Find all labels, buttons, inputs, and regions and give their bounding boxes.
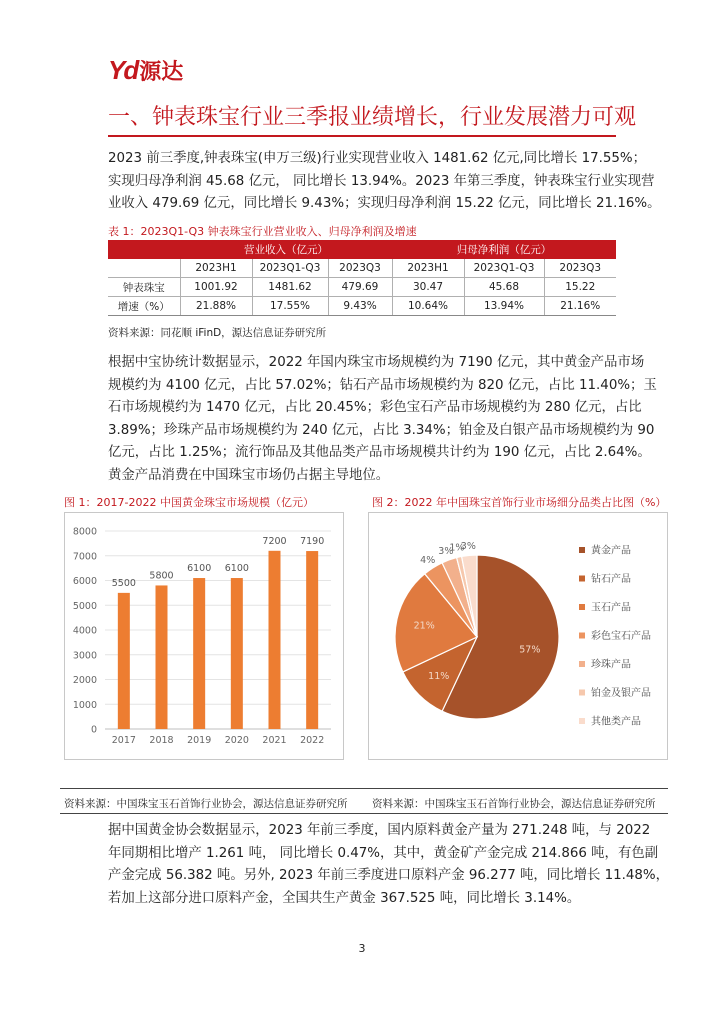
bar-value-label: 7190 [300, 536, 325, 548]
table-subheader-empty [108, 259, 180, 278]
bar-value-label: 5800 [149, 570, 174, 582]
x-tick-label: 2021 [262, 735, 287, 746]
bar-chart [65, 513, 343, 759]
paragraph-line: 亿元，占比 1.25%；流行饰品及其他品类产品市场规模共计约为 190 亿元，占比 2.64%。 [108, 445, 651, 461]
bar-value-label: 5500 [111, 577, 136, 589]
y-tick-label: 2000 [72, 675, 97, 686]
pie-data-label: 21% [413, 620, 435, 632]
y-tick-label: 4000 [72, 625, 97, 637]
title-underline [108, 135, 616, 137]
table-subheader-row [108, 259, 616, 278]
table-row [108, 278, 616, 297]
bar-value-label: 6100 [187, 563, 212, 575]
paragraph-line: 据中国黄金协会数据显示，2023 年前三季度，国内原料黄金产量为 271.248 吨，与 2022 [108, 823, 651, 838]
paragraph-line: 根据中宝协统计数据显示，2022 年国内珠宝市场规模约为 7190 亿元，其中黄金产品市场 [108, 355, 645, 370]
paragraph-line: 年同期相比增产 1.261 吨， 同比增长 0.47%，其中，黄金矿产金完成 214.866 吨，有色副 [108, 845, 659, 861]
y-tick-label: 5000 [72, 600, 97, 612]
bar [306, 551, 318, 729]
page-number: 3 [358, 942, 366, 955]
figure1-frame [64, 512, 344, 760]
paragraph-line: 产金完成 56.382 吨。另外, 2023 年前三季度进口原料产金 96.277 吨，同比增长 11.48%， [108, 868, 670, 884]
table-cell: 479.69 [328, 278, 392, 297]
x-tick-label: 2022 [300, 735, 325, 746]
figure1-source: 资料来源：中国珠宝玉石首饰行业协会，源达信息证券研究所 [64, 798, 348, 810]
figure1-title: 图 1：2017-2022 中国黄金珠宝市场规模（亿元） [64, 496, 314, 509]
legend-swatch [579, 690, 585, 696]
table-cell: 10.64% [392, 297, 464, 316]
legend-label: 铂金及银产品 [591, 688, 651, 699]
paragraph-line: 业收入 479.69 亿元，同比增长 9.43%；实现归母净利润 15.22 亿元，同比增长 21.16%。 [108, 196, 661, 212]
pie-data-label: 4% [420, 554, 436, 566]
bar [118, 593, 130, 729]
bar [193, 578, 205, 729]
paragraph-line: 实现归母净利润 45.68 亿元， 同比增长 13.94%。2023 年第三季度，钟表珠宝行业实现营 [108, 173, 655, 189]
pie-chart [369, 513, 667, 759]
bar-value-label: 6100 [224, 563, 249, 575]
pie-data-label: 1% [449, 542, 465, 554]
legend-swatch [579, 547, 585, 553]
table-subheader: 2023H1 [392, 259, 464, 278]
figure2-title: 图 2：2022 年中国珠宝首饰行业市场细分品类占比图（%） [372, 496, 667, 509]
legend-swatch [579, 604, 585, 610]
logo-mark: Yd [108, 54, 138, 85]
figure2-source: 资料来源：中国珠宝玉石首饰行业协会，源达信息证券研究所 [372, 798, 656, 810]
bar-value-label: 7200 [262, 535, 287, 547]
bar [156, 585, 168, 729]
table-cell: 1001.92 [180, 278, 252, 297]
table-cell: 1481.62 [252, 278, 328, 297]
legend-label: 其他类产品 [591, 716, 641, 728]
pie-data-label: 57% [519, 644, 541, 656]
x-tick-label: 2017 [111, 735, 136, 746]
table-header-profit: 归母净利润（亿元） [392, 240, 616, 259]
table-cell: 9.43% [328, 297, 392, 316]
company-logo [108, 56, 183, 84]
section-title: 一、钟表珠宝行业三季报业绩增长，行业发展潜力可观 [108, 105, 637, 130]
y-tick-label: 6000 [72, 576, 97, 587]
paragraph-line: 规模约为 4100 亿元，占比 57.02%；钻石产品市场规模约为 820 亿元，占比 11.40%；玉 [108, 377, 657, 393]
source-divider [60, 813, 668, 814]
table-source: 资料来源：同花顺 iFinD，源达信息证券研究所 [108, 327, 327, 339]
figure2-frame [368, 512, 668, 760]
table-cell: 45.68 [464, 278, 544, 297]
table-subheader: 2023Q3 [328, 259, 392, 278]
table-row-label: 钟表珠宝 [108, 278, 180, 297]
table-row-label: 增速（%） [108, 297, 180, 316]
table-subheader: 2023Q1-Q3 [252, 259, 328, 278]
legend-label: 钻石产品 [591, 574, 631, 585]
x-tick-label: 2020 [224, 735, 249, 746]
pie-data-label: 11% [428, 670, 450, 682]
pie-data-label: 3% [460, 540, 476, 552]
bar [231, 578, 243, 729]
legend-label: 珍珠产品 [591, 659, 631, 671]
paragraph-line: 黄金产品消费在中国珠宝市场仍占据主导地位。 [108, 467, 390, 483]
table-cell: 15.22 [544, 278, 616, 297]
x-tick-label: 2019 [187, 735, 212, 746]
table-cell: 30.47 [392, 278, 464, 297]
paragraph-line: 2023 前三季度,钟表珠宝(申万三级)行业实现营业收入 1481.62 亿元,同比增长 17.55%； [108, 151, 647, 166]
legend-label: 黄金产品 [591, 545, 631, 557]
table-cell: 17.55% [252, 297, 328, 316]
table-subheader: 2023Q1-Q3 [464, 259, 544, 278]
table-header-empty [108, 240, 180, 259]
table-header-revenue: 营业收入（亿元） [180, 240, 392, 259]
paragraph-line: 3.89%；珍珠产品市场规模约为 240 亿元，占比 3.34%；铂金及白银产品市场规模约为 90 [108, 422, 655, 438]
x-tick-label: 2018 [149, 735, 174, 746]
table-cell: 21.88% [180, 297, 252, 316]
legend-swatch [579, 718, 585, 724]
legend-label: 彩色宝石产品 [591, 631, 651, 642]
legend-swatch [579, 661, 585, 667]
paragraph-market-size [108, 352, 657, 488]
table-row [108, 297, 616, 316]
pie-data-label: 3% [438, 545, 454, 557]
y-tick-label: 7000 [72, 551, 97, 563]
table-title: 表 1：2023Q1-Q3 钟表珠宝行业营业收入、归母净利润及增速 [108, 225, 417, 238]
legend-swatch [579, 633, 585, 639]
legend-swatch [579, 576, 585, 582]
paragraph-line: 石市场规模约为 1470 亿元，占比 20.45%；彩色宝石产品市场规模约为 280 亿元，占比 [108, 400, 642, 416]
paragraph-line: 若加上这部分进口原料产金，全国共生产黄金 367.525 吨，同比增长 3.14%。 [108, 890, 581, 906]
table-cell: 21.16% [544, 297, 616, 316]
legend-label: 玉石产品 [591, 602, 631, 614]
paragraph-industry-results [108, 148, 661, 216]
y-tick-label: 0 [90, 724, 97, 736]
table-cell: 13.94% [464, 297, 544, 316]
paragraph-gold-production [108, 820, 670, 910]
table-header-row [108, 240, 616, 259]
logo-text: 源达 [139, 59, 184, 85]
y-tick-label: 1000 [72, 699, 97, 711]
table-subheader: 2023Q3 [544, 259, 616, 278]
revenue-profit-table [108, 240, 616, 316]
bar [269, 551, 281, 729]
y-tick-label: 3000 [72, 650, 97, 662]
source-divider [60, 788, 668, 789]
table-subheader: 2023H1 [180, 259, 252, 278]
y-tick-label: 8000 [72, 526, 97, 538]
